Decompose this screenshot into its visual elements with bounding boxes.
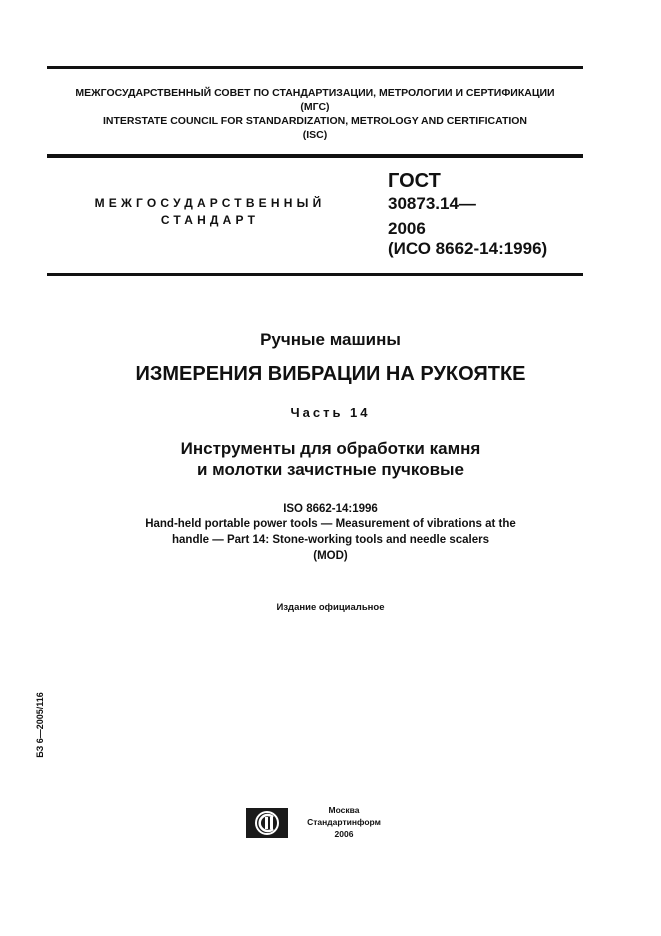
page-title: ИЗМЕРЕНИЯ ВИБРАЦИИ НА РУКОЯТКЕ (135, 363, 526, 385)
publisher-name: Стандартинформ (307, 817, 381, 827)
council-name-ru: МЕЖГОСУДАРСТВЕННЫЙ СОВЕТ ПО СТАНДАРТИЗАЦИИ, МЕТРОЛОГИИ И СЕРТИФИКАЦИИ (75, 87, 555, 99)
gost-number: 30873.14— (388, 194, 476, 213)
part-label: Часть 14 (290, 405, 371, 420)
publisher-block (294, 804, 394, 840)
publisher-logo-icon (246, 808, 288, 838)
gost-label: ГОСТ (388, 170, 441, 192)
iso-mod: (MOD) (313, 550, 348, 562)
sidebar-code-text: БЗ 6—2005/116 (35, 692, 45, 758)
council-name-en: INTERSTATE COUNCIL FOR STANDARDIZATION, METROLOGY AND CERTIFICATION (102, 115, 528, 127)
iso-title-line1: Hand-held portable power tools — Measurement of vibrations at the (145, 518, 516, 530)
subtitle-line1: Инструменты для обработки камня (180, 439, 481, 458)
standard-type-line2: СТАНДАРТ (160, 213, 260, 227)
gost-year: 2006 (388, 219, 426, 238)
council-abbr-en: (ISC) (302, 129, 328, 141)
designation-rule (47, 273, 583, 276)
iso-equivalent: (ИСО 8662-14:1996) (388, 239, 548, 258)
iso-title-line2: handle — Part 14: Stone-working tools and needle scalers (172, 534, 489, 546)
standard-type (70, 195, 350, 229)
subtitle-line2: и молотки зачистные пучковые (196, 460, 465, 479)
publisher-city: Москва (328, 805, 360, 815)
council-block (47, 86, 583, 142)
top-rule (47, 66, 583, 69)
iso-code: ISO 8662-14:1996 (283, 503, 378, 515)
standard-type-line1: МЕЖГОСУДАРСТВЕННЫЙ (94, 196, 326, 210)
edition-label: Издание официальное (276, 602, 385, 613)
council-abbr-ru: (МГС) (300, 101, 330, 113)
header-rule (47, 154, 583, 158)
publisher-year: 2006 (334, 829, 354, 839)
title-line1: Ручные машины (260, 330, 401, 349)
sidebar-code (30, 670, 50, 780)
